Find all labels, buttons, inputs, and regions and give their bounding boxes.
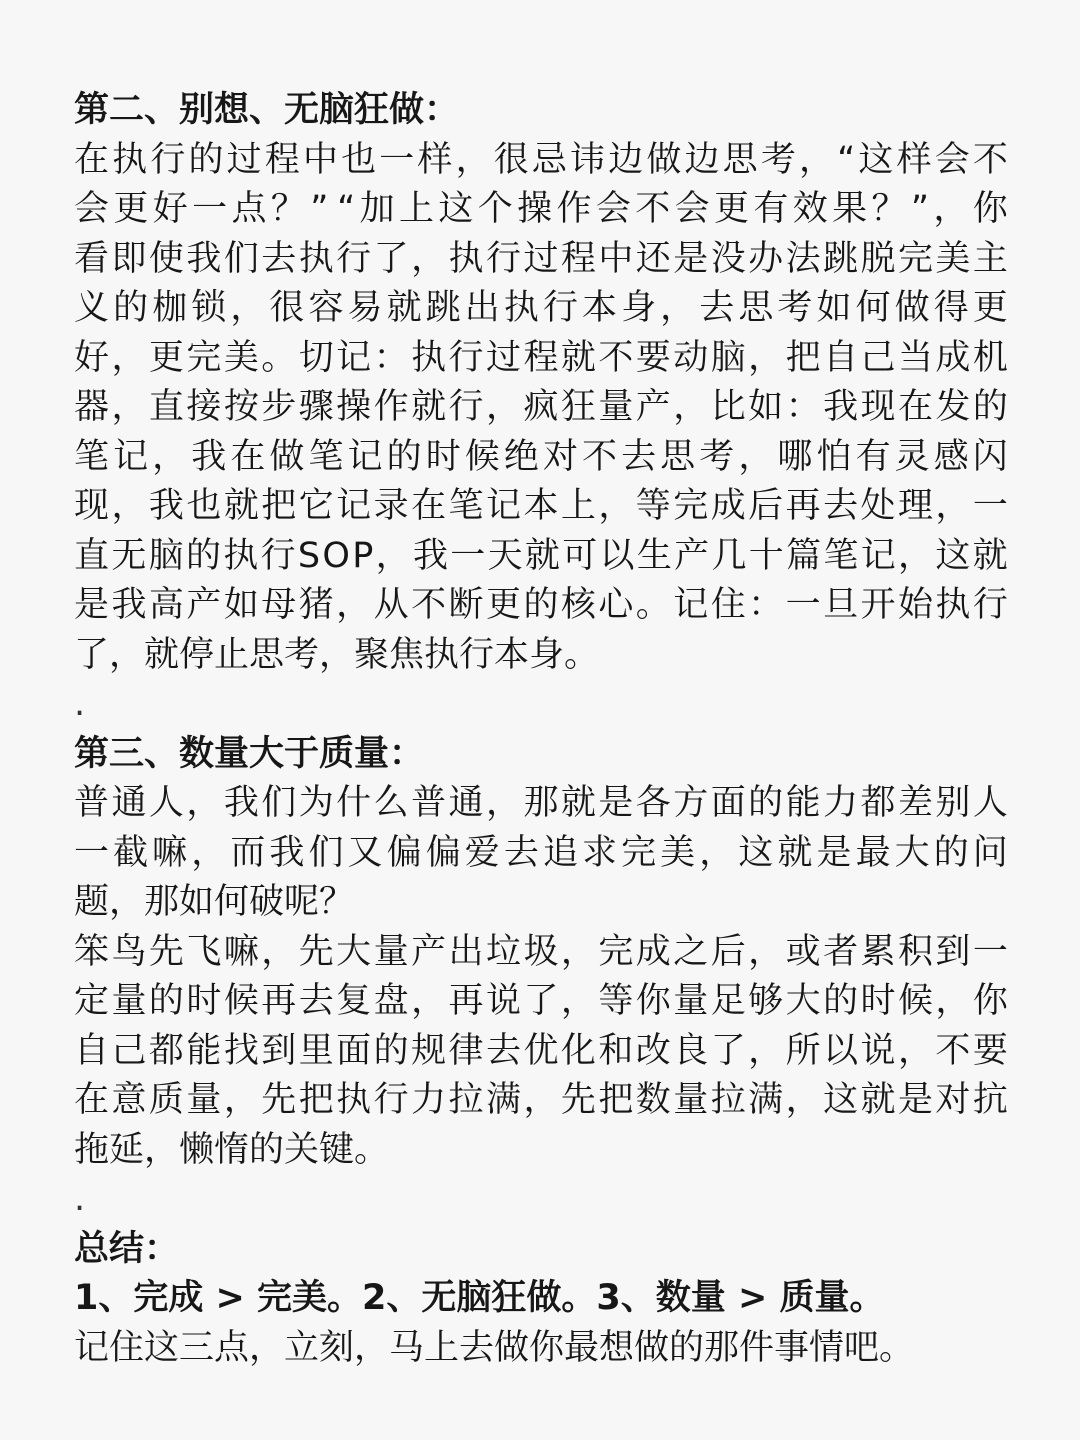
paragraph-line: 一 截 嘛 ， 而 我 们 又 偏 偏 爱 去 追 求 完 美 ， 这 就 是 最 大 的 问 xyxy=(74,832,1008,873)
paragraph-line: 会 更 好 一 点 ？ ” “ 加 上 这 个 操 作 会 不 会 更 有 效 果 ？ ” ， 你 xyxy=(74,189,1008,229)
summary-points: 1、完成 > 完美。2、无脑狂做。3、数量 > 质量。 xyxy=(74,1278,885,1318)
paragraph-line: 笔 记 ， 我 在 做 笔 记 的 时 候 绝 对 不 去 思 考 ， 哪 怕 有 灵 感 闪 xyxy=(74,436,1008,477)
summary-heading: 总结： xyxy=(74,1228,180,1269)
paragraph-line: 自 己 都 能 找 到 里 面 的 规 律 去 优 化 和 改 良 了 ， 所 以 说 ， 不 要 xyxy=(74,1030,1008,1071)
paragraph-line: 看 即 使 我 们 去 执 行 了 ， 执 行 过 程 中 还 是 没 办 法 跳 脱 完 美 主 xyxy=(74,238,1008,279)
paragraph-line: 好 ， 更 完 美 。 切 记 ： 执 行 过 程 就 不 要 动 脑 ， 把 自 己 当 成 机 xyxy=(74,337,1008,378)
paragraph-line: 是 我 高 产 如 母 猪 ， 从 不 断 更 的 核 心 。 记 住 ： 一 旦 开 始 执 行 xyxy=(74,585,1008,625)
section-3 xyxy=(74,730,1008,1176)
paragraph-line: 在 意 质 量 ， 先 把 执 行 力 拉 满 ， 先 把 数 量 拉 满 ， 这 就 是 对 抗 xyxy=(74,1080,1008,1120)
paragraph-line: 现 ， 我 也 就 把 它 记 录 在 笔 记 本 上 ， 等 完 成 后 再 去 处 理 ， 一 xyxy=(74,486,1008,526)
section-2-heading: 第二、别想、无脑狂做： xyxy=(74,90,460,130)
paragraph-line: 器 ， 直 接 按 步 骤 操 作 就 行 ， 疯 狂 量 产 ， 比 如 ： 我 现 在 发 的 xyxy=(74,387,1008,427)
paragraph-line: 在 执 行 的 过 程 中 也 一 样 ， 很 忌 讳 边 做 边 思 考 ， “ 这 样 会 不 xyxy=(74,139,1008,180)
paragraph-line: 义 的 枷 锁 ， 很 容 易 就 跳 出 执 行 本 身 ， 去 思 考 如 何 做 得 更 xyxy=(74,288,1008,328)
paragraph-line: 定 量 的 时 候 再 去 复 盘 ， 再 说 了 ， 等 你 量 足 够 大 的 时 候 ， 你 xyxy=(74,981,1008,1021)
separator-dot: . xyxy=(74,1179,86,1219)
paragraph-line: 笨 鸟 先 飞 嘛 ， 先 大 量 产 出 垃 圾 ， 完 成 之 后 ， 或 者 累 积 到 一 xyxy=(74,931,1008,972)
separator-dot: . xyxy=(74,684,86,724)
paragraph-line: 直 无 脑 的 执 行 S O P ， 我 一 天 就 可 以 生 产 几 十 篇 笔 记 ， 这 就 xyxy=(74,535,1008,576)
paragraph-line: 了，就停止思考，聚焦执行本身。 xyxy=(74,634,600,675)
summary-closing: 记住这三点，立刻，马上去做你最想做的那件事情吧。 xyxy=(74,1327,915,1368)
summary-section xyxy=(74,1225,1008,1374)
paragraph-line: 普 通 人 ， 我 们 为 什 么 普 通 ， 那 就 是 各 方 面 的 能 力 都 差 别 人 xyxy=(74,783,1008,823)
section-3-heading: 第三、数量大于质量： xyxy=(74,733,425,774)
paragraph-line: 题，那如何破呢？ xyxy=(74,882,355,922)
section-2 xyxy=(74,86,1008,680)
paragraph-line: 拖延，懒惰的关键。 xyxy=(74,1129,390,1170)
